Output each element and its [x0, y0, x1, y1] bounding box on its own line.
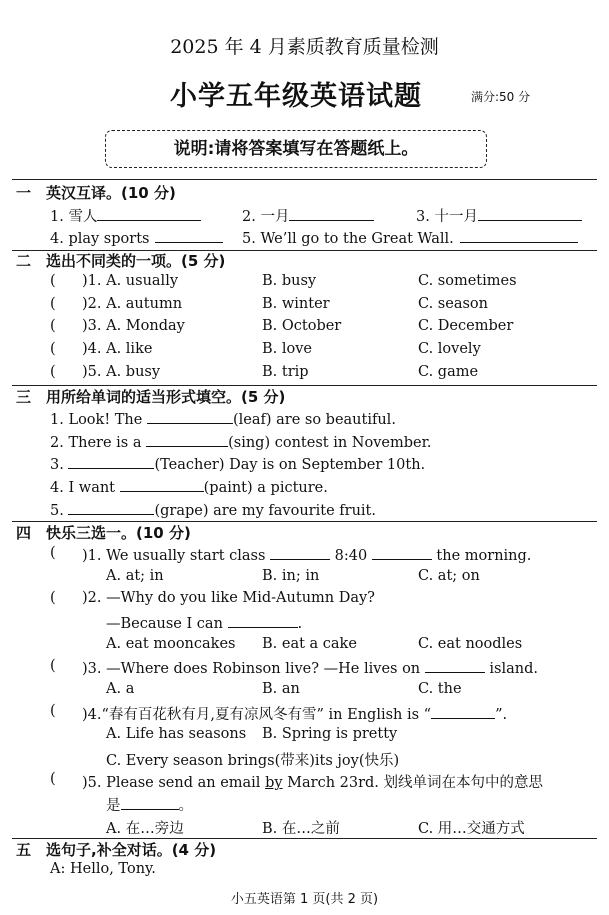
s2-paren: ( — [50, 318, 56, 334]
s4-paren: ( — [50, 590, 56, 606]
section-title: 快乐三选一。(10 分) — [46, 524, 191, 542]
s2-q5-option-b: B. trip — [262, 364, 309, 380]
section-2-heading — [16, 250, 225, 271]
s1-item-3: 3. 十一月 — [416, 205, 582, 226]
s4-q1-option-c: C. at; on — [418, 568, 480, 584]
s2-q4-option-c: C. lovely — [418, 341, 481, 357]
section-divider — [12, 179, 597, 180]
answer-blank[interactable] — [68, 454, 154, 469]
s4-q5-option-c: C. 用…交通方式 — [418, 821, 525, 837]
answer-blank[interactable] — [478, 206, 582, 221]
s1-item-2: 2. 一月 — [242, 205, 374, 226]
s4-q4-option-b: B. Spring is pretty — [262, 726, 398, 742]
full-score: 满分:50 分 — [471, 90, 531, 104]
exam-title: 小学五年级英语试题 — [170, 81, 422, 112]
answer-blank[interactable] — [97, 206, 201, 221]
s4-paren: ( — [50, 658, 56, 674]
answer-blank[interactable] — [146, 432, 228, 447]
notice-text: 说明:请将答案填写在答题纸上。 — [173, 139, 419, 159]
s4-q1-option-a: A. at; in — [106, 568, 164, 584]
section-number: 四 — [16, 524, 32, 542]
answer-blank[interactable] — [425, 658, 485, 673]
section-number: 三 — [16, 388, 32, 406]
answer-blank[interactable] — [372, 545, 432, 560]
s4-q3-option-c: C. the — [418, 681, 462, 697]
s2-q4-option-b: B. love — [262, 341, 313, 357]
s2-q2-option-b: B. winter — [262, 296, 330, 312]
answer-blank[interactable] — [270, 545, 330, 560]
s4-q2-stem: )2. —Why do you like Mid-Autumn Day? — [82, 590, 375, 606]
s4-q1-option-b: B. in; in — [262, 568, 320, 584]
exam-subtitle: 2025 年 4 月素质教育质量检测 — [170, 36, 439, 58]
section-number: 五 — [16, 841, 32, 859]
s4-q5-option-b: B. 在…之前 — [262, 821, 340, 837]
section-number: 二 — [16, 252, 32, 270]
s2-q4-option-a: )4. A. like — [82, 341, 153, 357]
section-5-heading — [16, 839, 216, 860]
answer-blank[interactable] — [121, 795, 179, 810]
s4-q3-option-a: A. a — [106, 681, 135, 697]
s4-q5-option-a: A. 在…旁边 — [106, 821, 184, 837]
s4-paren: ( — [50, 771, 56, 787]
s4-q4-option-c: C. Every season brings(带来)its joy(快乐) — [106, 753, 400, 769]
s2-q2-option-c: C. season — [418, 296, 488, 312]
answer-blank[interactable] — [68, 500, 154, 515]
s1-item-4: 4. play sports — [50, 228, 223, 247]
section-title: 选句子,补全对话。(4 分) — [46, 841, 217, 859]
s2-paren: ( — [50, 364, 56, 380]
s2-q1-option-a: )1. A. usually — [82, 273, 179, 289]
section-3-heading — [16, 386, 285, 407]
answer-blank[interactable] — [431, 704, 495, 719]
s4-q2-option-c: C. eat noodles — [418, 636, 523, 652]
s4-q3-option-b: B. an — [262, 681, 300, 697]
s1-item-5: 5. We’ll go to the Great Wall. — [242, 228, 578, 247]
page-footer: 小五英语第 1 页(共 2 页) — [230, 892, 379, 907]
section-1-heading — [16, 182, 176, 203]
s3-item-3: 3. (Teacher) Day is on September 10th. — [50, 454, 425, 473]
s2-q5-option-a: )5. A. busy — [82, 364, 161, 380]
s2-q3-option-a: )3. A. Monday — [82, 318, 185, 334]
underlined-word: by — [265, 775, 283, 791]
answer-blank[interactable] — [155, 228, 223, 243]
section-number: 一 — [16, 184, 32, 202]
answer-blank[interactable] — [460, 228, 578, 243]
s2-q3-option-b: B. October — [262, 318, 342, 334]
s2-paren: ( — [50, 273, 56, 289]
s4-q3-stem: )3. —Where does Robinson live? —He lives on island. — [82, 658, 538, 677]
s2-q1-option-c: C. sometimes — [418, 273, 517, 289]
s4-q4-option-a: A. Life has seasons — [106, 726, 247, 742]
s4-q5-stem: )5. Please send an email by March 23rd. 划线单词在本句中的意思 — [82, 775, 544, 791]
answer-blank[interactable] — [289, 206, 374, 221]
s4-q2-option-b: B. eat a cake — [262, 636, 357, 652]
s4-q2-option-a: A. eat mooncakes — [106, 636, 236, 652]
notice-box — [105, 130, 487, 168]
s4-paren: ( — [50, 703, 56, 719]
section-title: 英汉互译。(10 分) — [46, 184, 176, 202]
s2-q1-option-b: B. busy — [262, 273, 317, 289]
s3-item-1: 1. Look! The (leaf) are so beautiful. — [50, 409, 396, 428]
answer-blank[interactable] — [120, 477, 204, 492]
s4-q5-stem-cont: 是 。 — [106, 794, 193, 815]
s3-item-2: 2. There is a (sing) contest in November. — [50, 432, 432, 451]
s4-q4-stem: )4.“春有百花秋有月,夏有凉风冬有雪” in English is “ ”. — [82, 703, 507, 724]
s2-q5-option-c: C. game — [418, 364, 479, 380]
s4-q1-stem: )1. We usually start class 8:40 the morning. — [82, 545, 531, 564]
s3-item-4: 4. I want (paint) a picture. — [50, 477, 328, 496]
s2-paren: ( — [50, 296, 56, 312]
section-4-heading — [16, 522, 191, 543]
answer-blank[interactable] — [228, 613, 298, 628]
s2-q2-option-a: )2. A. autumn — [82, 296, 183, 312]
s2-q3-option-c: C. December — [418, 318, 514, 334]
section-title: 选出不同类的一项。(5 分) — [46, 252, 226, 270]
s5-dialogue-line: A: Hello, Tony. — [50, 861, 156, 877]
s4-q2-response: —Because I can . — [106, 613, 302, 632]
section-title: 用所给单词的适当形式填空。(5 分) — [46, 388, 286, 406]
s3-item-5: 5. (grape) are my favourite fruit. — [50, 500, 376, 519]
s4-paren: ( — [50, 545, 56, 561]
s1-item-1: 1. 雪人 — [50, 205, 201, 226]
answer-blank[interactable] — [147, 409, 233, 424]
s2-paren: ( — [50, 341, 56, 357]
